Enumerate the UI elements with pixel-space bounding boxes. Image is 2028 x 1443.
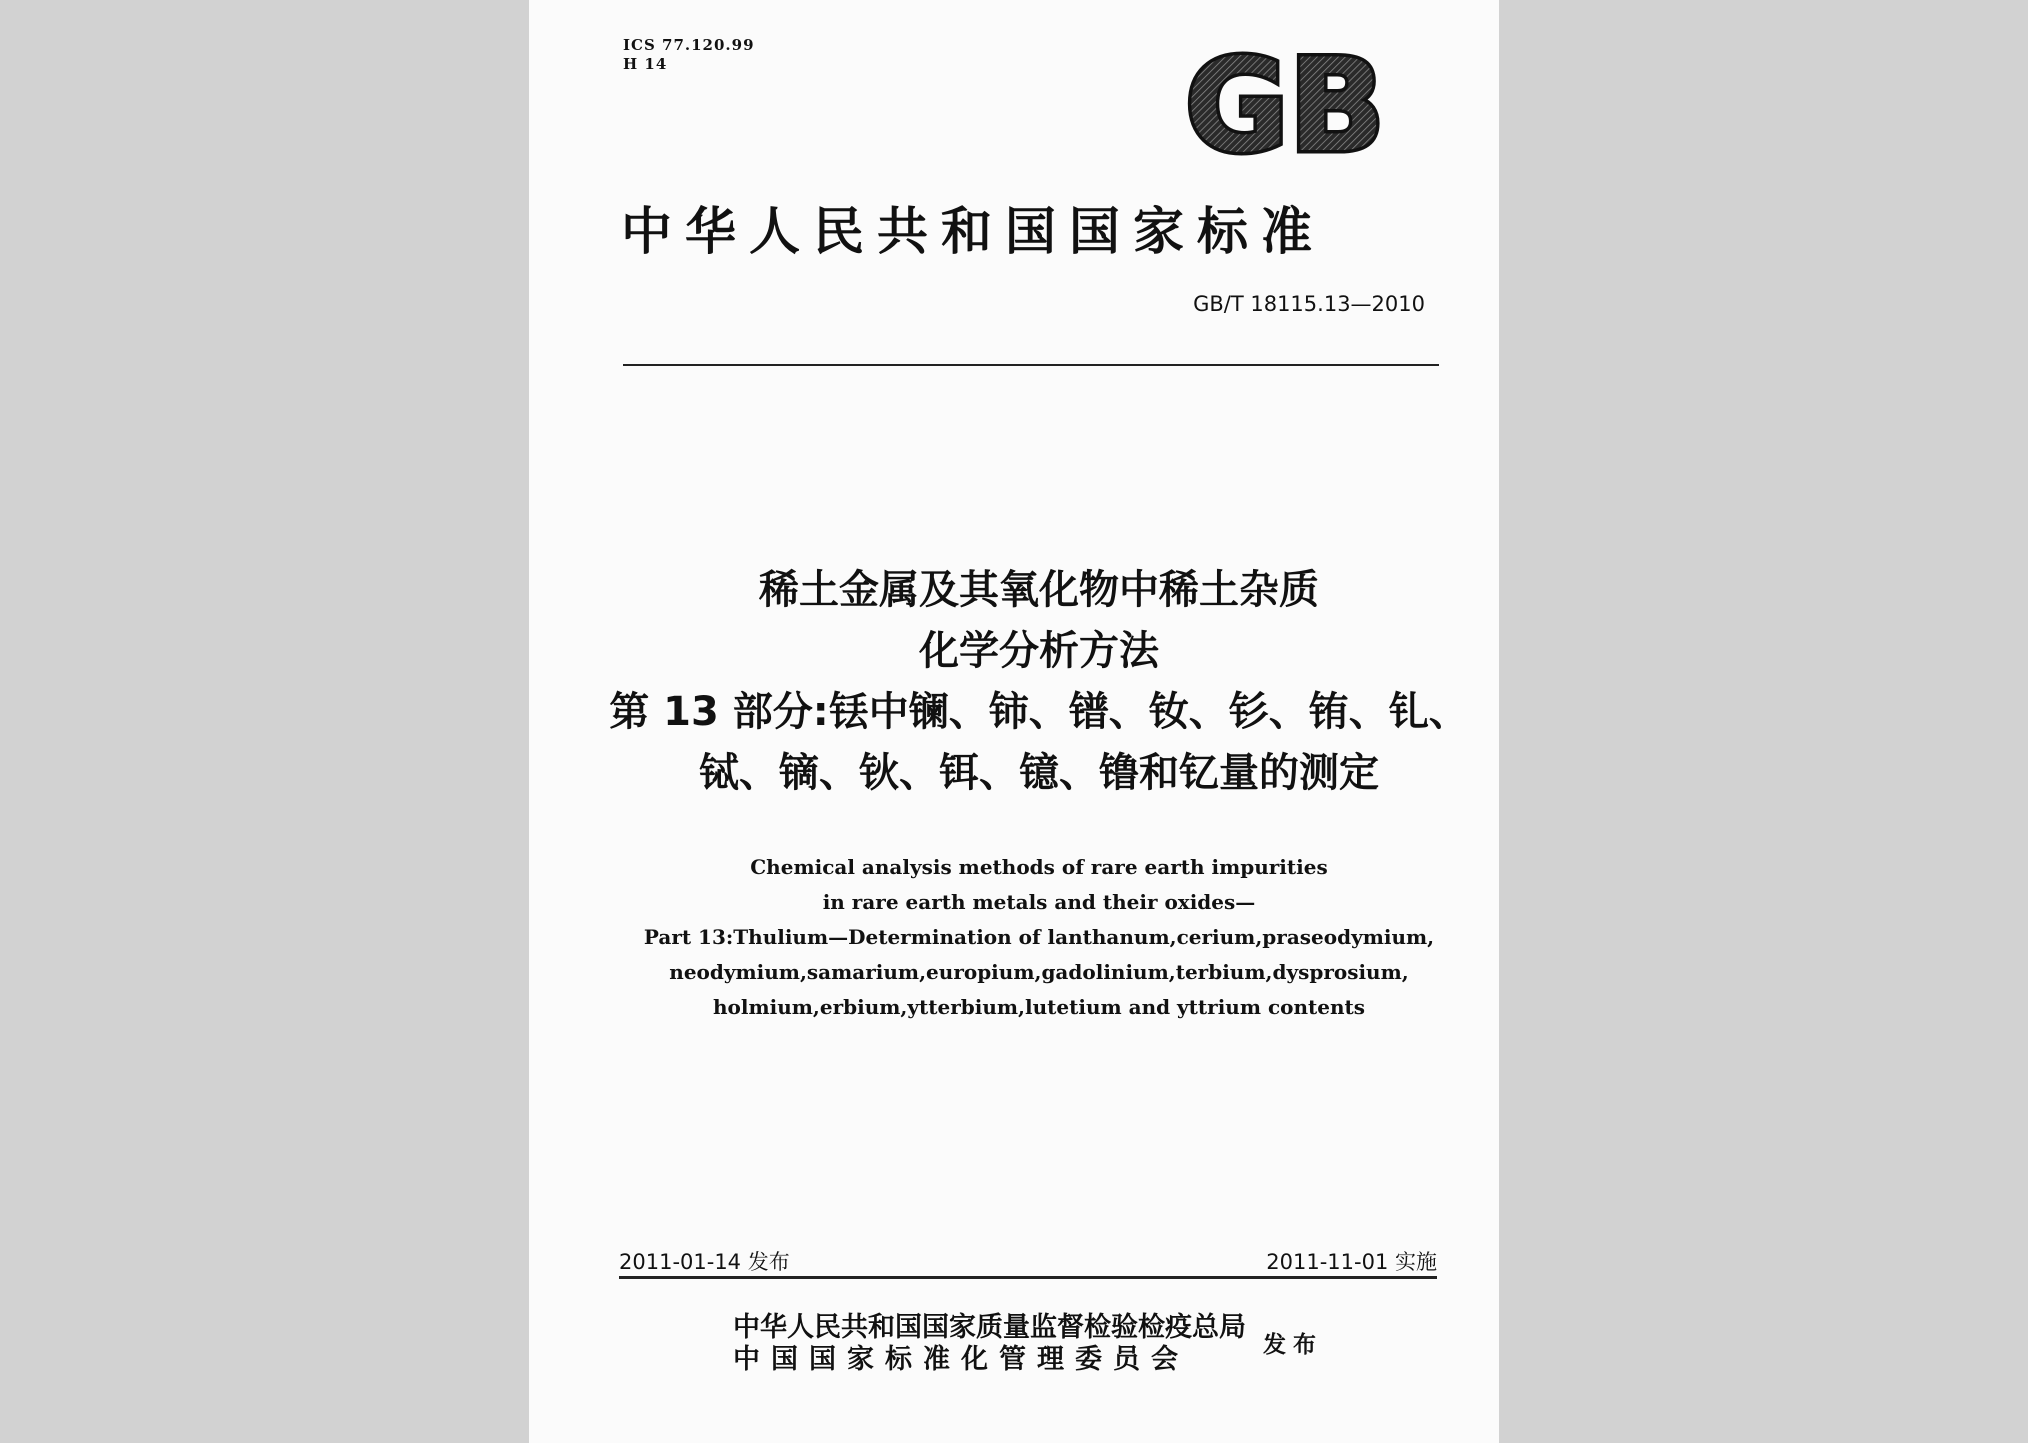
implementation-date: 2011-11-01 实施 [1266, 1250, 1437, 1274]
logo-text: GB [1185, 50, 1385, 160]
issue-date: 2011-01-14 发布 [619, 1250, 790, 1274]
publish-label: 发布 [1263, 1331, 1323, 1358]
document-page [529, 0, 1499, 1443]
english-title-line: holmium,erbium,ytterbium,lutetium and yttrium contents [712, 995, 1366, 1019]
chinese-title-line: 铽、镝、钬、铒、镱、镥和钇量的测定 [699, 750, 1379, 796]
bottom-divider [619, 1276, 1437, 1279]
issuing-authorities [733, 1312, 1246, 1376]
chinese-title-line: 稀土金属及其氧化物中稀土杂质 [759, 567, 1319, 613]
english-title [569, 850, 1509, 1025]
standard-number: GB/T 18115.13—2010 [1193, 292, 1425, 316]
english-title-line: neodymium,samarium,europium,gadolinium,terbium,dysprosium, [669, 960, 1409, 984]
classification-codes [623, 36, 755, 74]
issuer-line-2: 中国国家标准化管理委员会 [733, 1344, 1189, 1375]
english-title-line: Chemical analysis methods of rare earth impurities [750, 855, 1328, 879]
chinese-title [569, 560, 1509, 804]
issuer-line-1: 中华人民共和国国家质量监督检验检疫总局 [733, 1312, 1246, 1343]
ccs-code: H 14 [623, 55, 668, 73]
chinese-title-line: 化学分析方法 [919, 628, 1159, 674]
chinese-title-line: 第 13 部分:铥中镧、铈、镨、钕、钐、铕、钆、 [609, 689, 1469, 735]
standard-title: 中华人民共和国国家标准 [621, 202, 1326, 262]
ics-code: ICS 77.120.99 [623, 36, 755, 54]
english-title-line: in rare earth metals and their oxides— [822, 890, 1256, 914]
gb-logo [1182, 50, 1388, 160]
top-divider [623, 364, 1439, 366]
english-title-line: Part 13:Thulium—Determination of lanthanum,cerium,praseodymium, [643, 925, 1435, 949]
